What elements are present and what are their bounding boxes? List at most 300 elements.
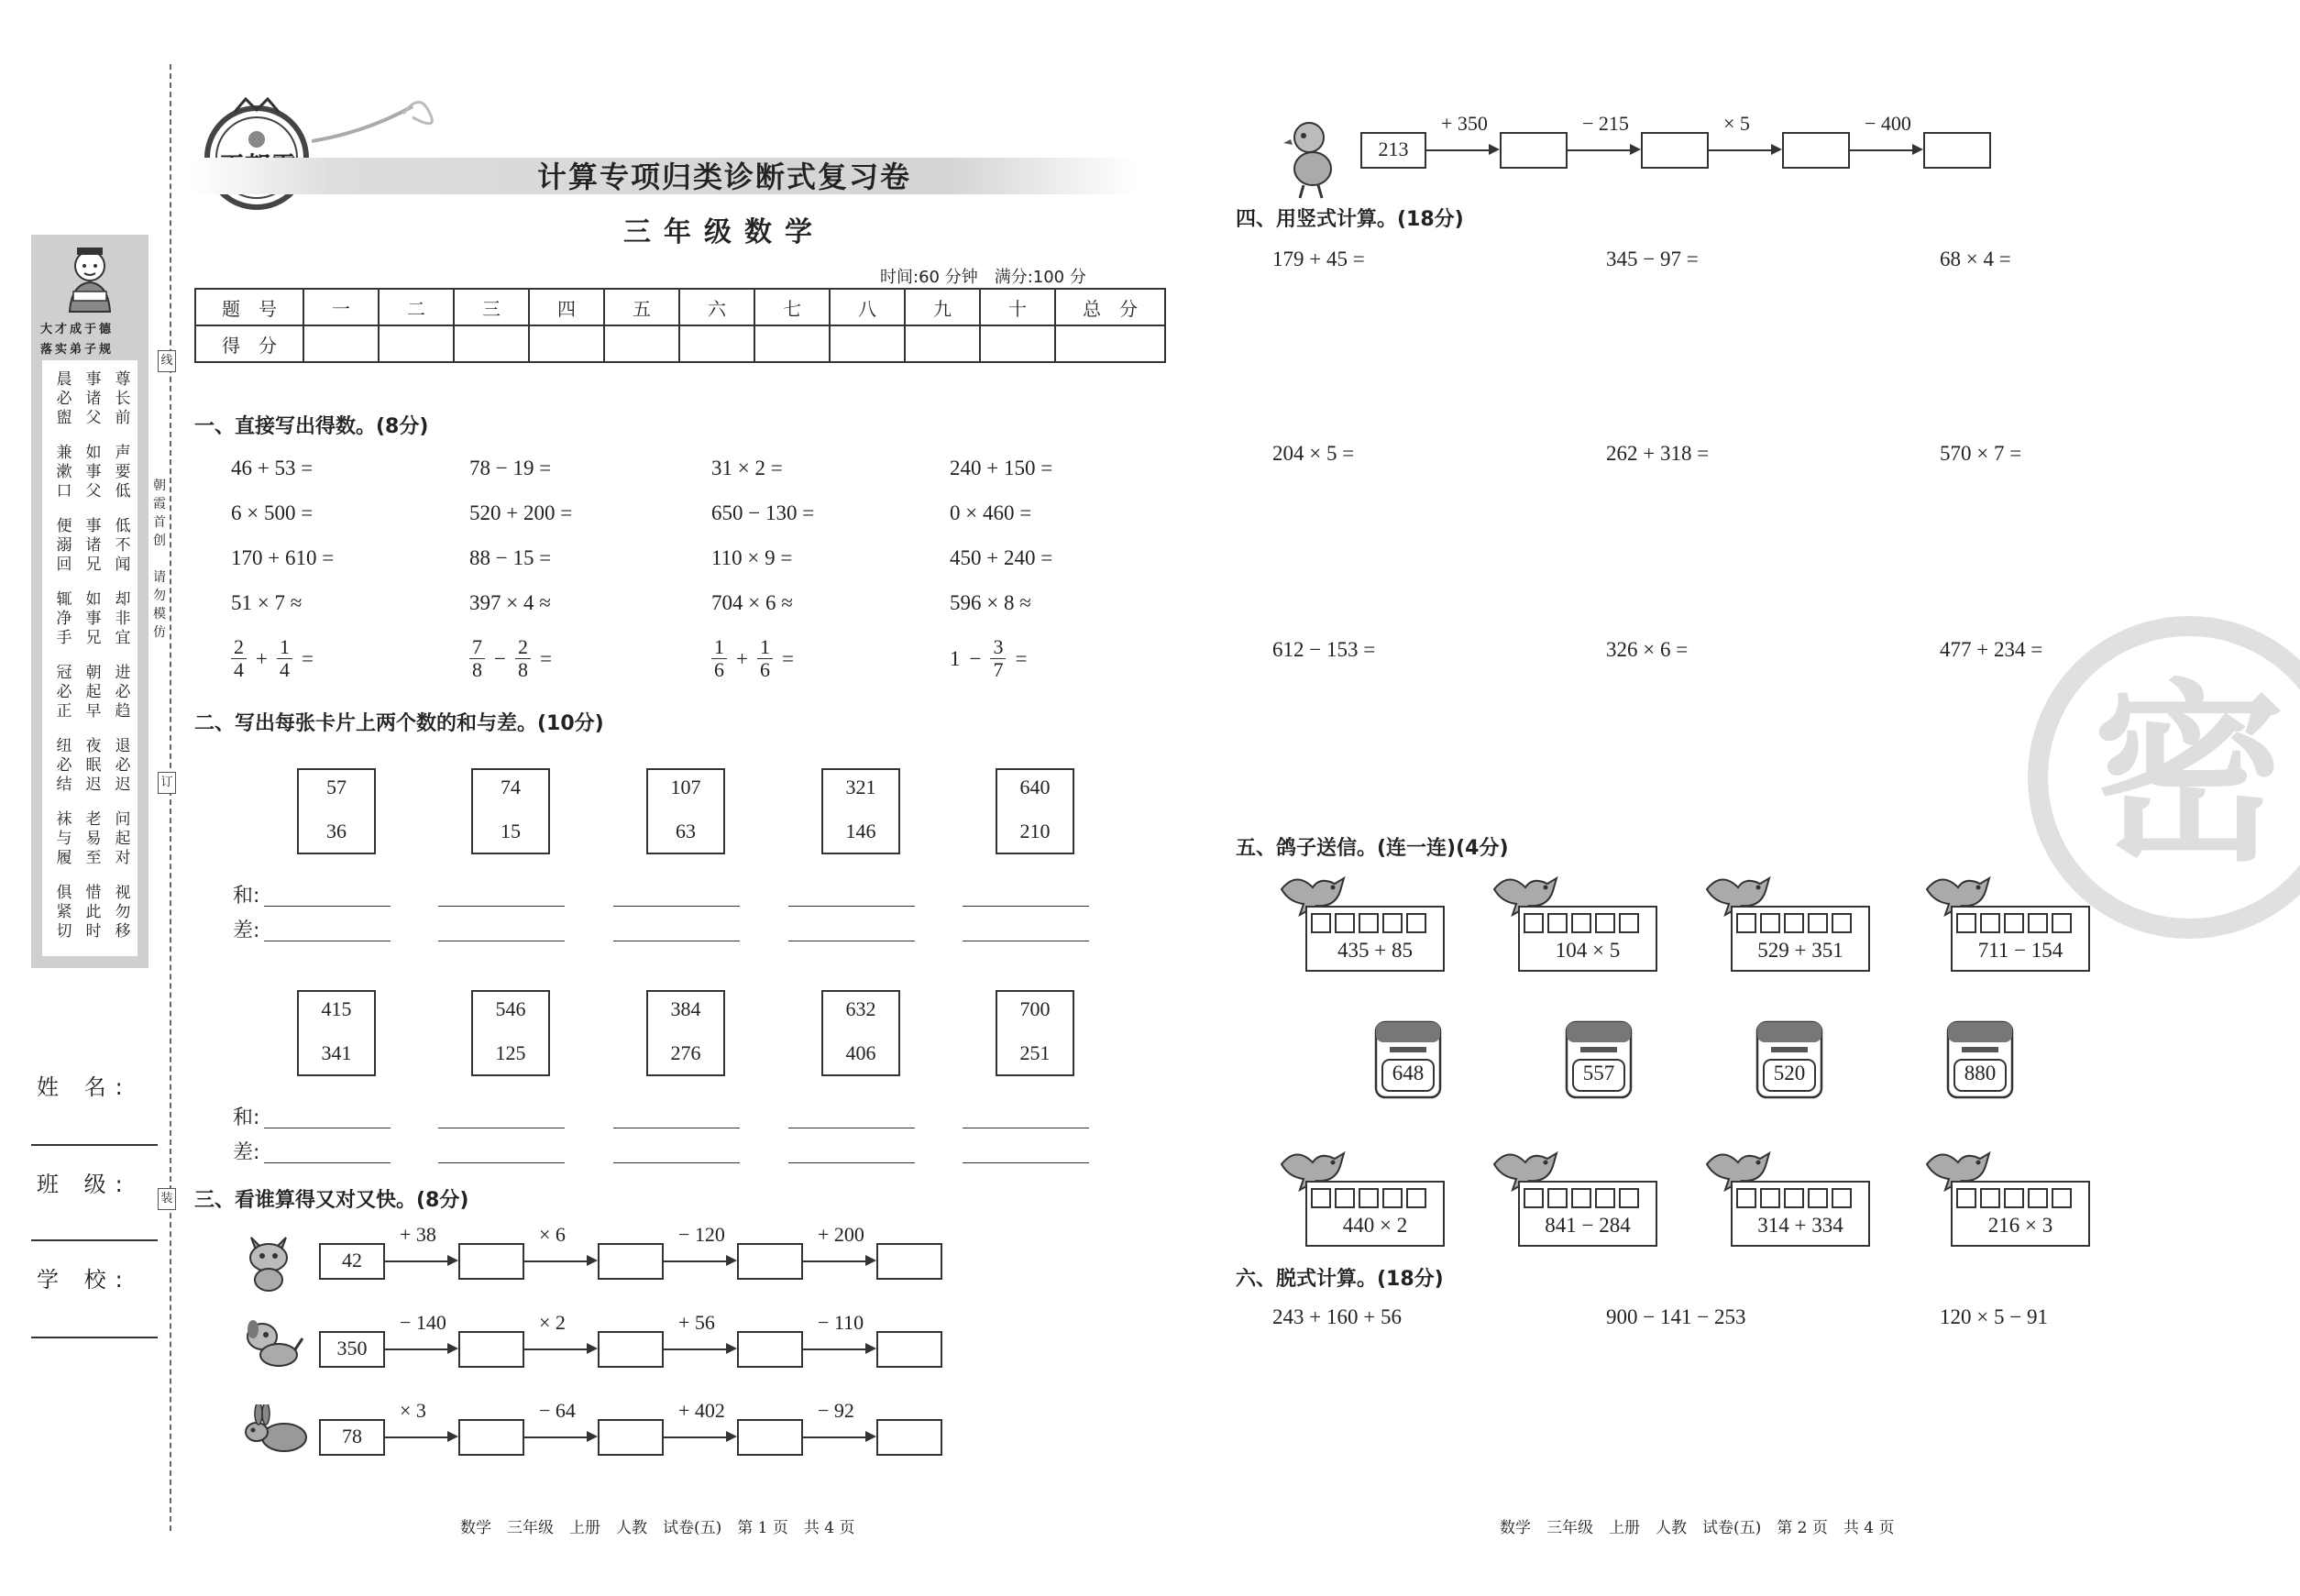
motto-char: 与 (56, 830, 72, 848)
card-number: 384 (670, 997, 701, 1020)
fraction (277, 636, 292, 681)
motto-char: 如 (85, 590, 102, 609)
card-number: 15 (501, 820, 521, 842)
numerator: 2 (231, 636, 247, 659)
oral-equation: 6 × 500 = (231, 501, 314, 524)
score-header-cell: 七 (754, 289, 830, 325)
score-header-cell: 五 (604, 289, 679, 325)
mailbox[interactable] (1945, 1019, 2015, 1100)
oral-equation: 704 × 6 ≈ (711, 591, 793, 614)
sum-answer-line[interactable] (264, 906, 391, 907)
stamp-square (1335, 1188, 1355, 1208)
motto-char: 诸 (85, 390, 102, 408)
card-number: 640 (1019, 776, 1051, 798)
vertical-calc-item: 477 + 234 = (1940, 638, 2043, 661)
chain-answer-box[interactable] (598, 1331, 664, 1368)
letter-envelope[interactable] (1518, 906, 1657, 972)
class-field[interactable] (31, 1239, 158, 1241)
motto-char: 辄 (56, 590, 72, 609)
chain-arrow (1568, 149, 1630, 151)
number-card (821, 990, 900, 1076)
motto-char: 父 (85, 409, 102, 427)
operator: − (969, 646, 982, 670)
score-input-cell[interactable] (830, 325, 905, 362)
fraction-equation (231, 636, 314, 681)
motto-char: 起 (85, 683, 102, 701)
vertical-calc-item: 204 × 5 = (1272, 442, 1355, 465)
motto-char: 退 (115, 737, 131, 755)
motto-line1: 大才成于德 (40, 323, 115, 336)
chain-arrow-head (865, 1431, 876, 1442)
stamp-square (1808, 1188, 1828, 1208)
mailbox-number: 648 (1392, 1062, 1425, 1084)
chain-operation: − 120 (678, 1223, 725, 1246)
chain-arrow-head (865, 1255, 876, 1266)
envelope-expression: 435 + 85 (1337, 939, 1413, 962)
equals-sign: = (301, 646, 314, 670)
chain-answer-box[interactable] (598, 1419, 664, 1456)
oral-equation: 650 − 130 = (711, 501, 815, 524)
motto-char: 前 (115, 409, 131, 427)
score-header-cell: 三 (454, 289, 529, 325)
motto-char: 净 (56, 610, 72, 628)
stamp-square (1832, 913, 1852, 933)
motto-char: 至 (85, 849, 102, 867)
mailbox[interactable] (1564, 1019, 1634, 1100)
number-card (996, 768, 1074, 854)
stamp-square (1571, 1188, 1591, 1208)
motto-char: 必 (56, 756, 72, 775)
chain-arrow-head (587, 1431, 598, 1442)
score-header-cell: 题 号 (195, 289, 303, 325)
denominator: 8 (472, 658, 482, 681)
motto-char: 尊 (115, 370, 131, 389)
duck-icon (1282, 117, 1337, 204)
sum-answer-line[interactable] (963, 906, 1089, 907)
card-number: 321 (845, 776, 876, 798)
motto-char: 必 (115, 756, 131, 775)
stamp-square (1619, 913, 1639, 933)
copyright-text: 朝霞首创 (153, 479, 166, 548)
chain-operation: × 6 (539, 1223, 566, 1246)
diff-label: 差: (233, 919, 260, 942)
stamp-square (1808, 913, 1828, 933)
binding-mark-order: 订 (158, 772, 176, 794)
chain-operation: + 200 (818, 1223, 864, 1246)
exam-title: 计算专项归类诊断式复习卷 (536, 160, 911, 194)
score-input-cell[interactable] (980, 325, 1055, 362)
motto-line2: 落实弟子规 (40, 343, 115, 357)
motto-char: 不 (115, 536, 131, 555)
stamp-square (1359, 1188, 1379, 1208)
denominator: 4 (234, 658, 244, 681)
stamp-square (1406, 913, 1426, 933)
motto-char: 便 (56, 517, 72, 535)
ribbon-decoration (312, 95, 449, 154)
chain-operation: × 5 (1723, 112, 1750, 135)
stamp-square (1595, 913, 1615, 933)
vertical-calc-item: 179 + 45 = (1272, 248, 1365, 270)
oral-equation: 0 × 460 = (950, 501, 1032, 524)
chain-start-box: 213 (1360, 132, 1426, 169)
step-calc-item: 243 + 160 + 56 (1272, 1305, 1402, 1328)
chain-arrow (803, 1348, 865, 1350)
score-input-cell[interactable] (454, 325, 529, 362)
number-card (297, 768, 376, 854)
name-label: 姓 名: (37, 1074, 132, 1100)
card-number: 700 (1019, 997, 1051, 1020)
score-input-cell[interactable] (754, 325, 830, 362)
chain-operation: × 3 (400, 1399, 426, 1422)
motto-char: 紧 (56, 903, 72, 921)
card-number: 415 (321, 997, 352, 1020)
chain-answer-box[interactable] (737, 1243, 803, 1280)
stamp-square (2028, 913, 2048, 933)
denominator: 4 (279, 658, 290, 681)
binding-mark-line: 线 (158, 350, 176, 372)
envelope-expression: 216 × 3 (1987, 1214, 2053, 1237)
seal-character: 密 (2092, 663, 2286, 887)
chain-answer-box[interactable] (1782, 132, 1850, 169)
motto-char: 却 (115, 590, 131, 609)
chain-answer-box[interactable] (458, 1331, 524, 1368)
chain-answer-box[interactable] (458, 1243, 524, 1280)
operator: − (494, 646, 506, 670)
motto-char: 非 (115, 610, 131, 628)
motto-char: 趋 (115, 702, 131, 721)
chain-arrow-head (1912, 144, 1923, 155)
chain-answer-box[interactable] (598, 1243, 664, 1280)
mailbox-number: 520 (1773, 1062, 1806, 1084)
stamp-square (1760, 913, 1780, 933)
chain-answer-box[interactable] (458, 1419, 524, 1456)
motto-char: 事 (85, 517, 102, 535)
motto-char: 口 (56, 482, 72, 501)
footer-page1: 数学 三年级 上册 人教 试卷(五) 第 1 页 共 4 页 (460, 1519, 855, 1537)
number-card (996, 990, 1074, 1076)
motto-char: 俱 (56, 884, 72, 902)
stamp-square (1619, 1188, 1639, 1208)
motto-char: 事 (85, 610, 102, 628)
denominator: 6 (714, 658, 724, 681)
equals-sign: = (781, 646, 794, 670)
step-calc-item: 120 × 5 − 91 (1940, 1305, 2048, 1328)
chain-operation: + 402 (678, 1399, 725, 1422)
numerator: 1 (757, 636, 773, 659)
diff-label: 差: (233, 1141, 260, 1164)
fraction (515, 636, 531, 681)
fraction-equation (469, 636, 552, 681)
motto-char: 兄 (85, 556, 102, 574)
motto-char: 夜 (85, 737, 102, 755)
chain-arrow (803, 1436, 865, 1438)
oral-equation: 520 + 200 = (469, 501, 573, 524)
chain-arrow (385, 1348, 447, 1350)
motto-char: 早 (85, 702, 102, 721)
chain-arrow (524, 1260, 587, 1262)
stamp-square (1980, 1188, 2000, 1208)
card-number: 63 (676, 820, 696, 842)
oral-equation: 170 + 610 = (231, 546, 335, 569)
mailbox[interactable] (1755, 1019, 1824, 1100)
motto-char: 父 (85, 482, 102, 501)
chain-answer-box[interactable] (1923, 132, 1991, 169)
equals-sign: = (1015, 646, 1028, 670)
oral-equation: 240 + 150 = (950, 457, 1053, 479)
vertical-calc-item: 570 × 7 = (1940, 442, 2022, 465)
stamp-square (2004, 913, 2024, 933)
card-number: 36 (326, 820, 347, 842)
sum-answer-line[interactable] (613, 906, 740, 907)
stamp-square (1595, 1188, 1615, 1208)
chain-answer-box[interactable] (737, 1419, 803, 1456)
diff-answer-line[interactable] (438, 1162, 565, 1163)
stamp-square (1382, 1188, 1403, 1208)
motto-char: 起 (115, 830, 131, 848)
motto-char: 移 (115, 922, 131, 941)
number-card (646, 990, 725, 1076)
motto-char: 迟 (85, 776, 102, 794)
letter-envelope[interactable] (1305, 1181, 1445, 1247)
chain-arrow (385, 1260, 447, 1262)
stamp-square (1784, 1188, 1804, 1208)
sum-label: 和: (233, 1106, 260, 1129)
sum-answer-line[interactable] (788, 906, 915, 907)
chain-answer-box[interactable] (876, 1243, 942, 1280)
oral-equation: 110 × 9 = (711, 546, 793, 569)
chain-start-box: 350 (319, 1331, 385, 1368)
chain-arrow-head (1489, 144, 1500, 155)
chain-answer-box[interactable] (737, 1331, 803, 1368)
envelope-expression: 529 + 351 (1757, 939, 1843, 962)
stamp-square (1359, 913, 1379, 933)
diff-answer-line[interactable] (613, 1162, 740, 1163)
letter-envelope[interactable] (1518, 1181, 1657, 1247)
stamp-square (1956, 1188, 1976, 1208)
motto-char: 纽 (56, 737, 72, 755)
vertical-calc-item: 345 − 97 = (1606, 248, 1699, 270)
vertical-calc-item: 68 × 4 = (1940, 248, 2011, 270)
motto-char: 低 (115, 482, 131, 501)
stamp-square (1760, 1188, 1780, 1208)
chain-operation: + 38 (400, 1223, 436, 1246)
operator: + (256, 646, 268, 670)
dog-icon (240, 1316, 304, 1377)
chain-arrow-head (447, 1343, 458, 1354)
section4-title: 四、用竖式计算。(18分) (1236, 208, 1464, 231)
chain-answer-box[interactable] (876, 1331, 942, 1368)
stamp-square (1980, 913, 2000, 933)
numerator: 7 (469, 636, 485, 659)
chain-arrow-head (447, 1255, 458, 1266)
score-input-cell[interactable] (905, 325, 980, 362)
card-number: 74 (501, 776, 521, 798)
chain-start-box: 42 (319, 1243, 385, 1280)
stamp-square (1335, 913, 1355, 933)
score-input-cell[interactable] (604, 325, 679, 362)
vertical-calc-item: 612 − 153 = (1272, 638, 1376, 661)
card-number: 251 (1019, 1041, 1051, 1064)
letter-envelope[interactable] (1951, 906, 2090, 972)
motto-char: 迟 (115, 776, 131, 794)
binding-dashed-line (170, 64, 171, 1531)
denominator: 7 (993, 658, 1004, 681)
motto-char: 问 (115, 810, 131, 829)
stamp-square (2052, 913, 2072, 933)
chain-start-box: 78 (319, 1419, 385, 1456)
stamp-square (1311, 1188, 1331, 1208)
letter-envelope[interactable] (1731, 1181, 1870, 1247)
fraction-equation (950, 636, 1027, 681)
score-input-cell[interactable] (679, 325, 754, 362)
oral-equation: 88 − 15 = (469, 546, 552, 569)
card-number: 146 (845, 820, 876, 842)
chain-arrow (664, 1436, 726, 1438)
stamp-square (1784, 913, 1804, 933)
motto-char: 时 (85, 922, 102, 941)
motto-char: 履 (56, 849, 72, 867)
number-card (471, 990, 550, 1076)
motto-char: 要 (115, 463, 131, 481)
number-card (297, 990, 376, 1076)
motto-char: 溺 (56, 536, 72, 555)
chain-arrow-head (1630, 144, 1641, 155)
number-card (821, 768, 900, 854)
chain-operation: + 56 (678, 1311, 715, 1334)
motto-char: 结 (56, 776, 72, 794)
chain-arrow-head (726, 1255, 737, 1266)
envelope-expression: 841 − 284 (1545, 1214, 1631, 1237)
oral-equation: 450 + 240 = (950, 546, 1053, 569)
mailbox[interactable] (1373, 1019, 1443, 1100)
score-input-cell[interactable] (303, 325, 379, 362)
chain-answer-box[interactable] (1641, 132, 1709, 169)
stamp-square (1571, 913, 1591, 933)
sum-answer-line[interactable] (438, 906, 565, 907)
motto-char: 必 (56, 390, 72, 408)
motto-char: 兼 (56, 444, 72, 462)
equals-sign: = (539, 646, 552, 670)
name-field[interactable] (31, 1144, 158, 1146)
motto-char: 老 (85, 810, 102, 829)
section3-title: 三、看谁算得又对又快。(8分) (194, 1189, 469, 1212)
chain-answer-box[interactable] (1500, 132, 1568, 169)
chain-arrow-head (1771, 144, 1782, 155)
chain-arrow (1709, 149, 1771, 151)
oral-equation: 51 × 7 ≈ (231, 591, 303, 614)
chain-operation: − 215 (1582, 112, 1629, 135)
score-input-cell[interactable] (379, 325, 454, 362)
footer-page2: 数学 三年级 上册 人教 试卷(五) 第 2 页 共 4 页 (1500, 1519, 1895, 1537)
letter-envelope[interactable] (1731, 906, 1870, 972)
fraction (469, 636, 485, 681)
motto-char: 惜 (85, 884, 102, 902)
binding-mark-bind: 装 (158, 1188, 176, 1210)
whole-number: 1 (950, 646, 961, 670)
motto-char: 手 (56, 629, 72, 647)
chain-operation: − 92 (818, 1399, 854, 1422)
numerator: 1 (277, 636, 292, 659)
motto-char: 宜 (115, 629, 131, 647)
number-card (646, 768, 725, 854)
chain-operation: − 140 (400, 1311, 446, 1334)
motto-char: 切 (56, 922, 72, 941)
school-label: 学 校: (37, 1267, 132, 1293)
chain-operation: − 110 (818, 1311, 864, 1334)
diff-answer-line[interactable] (788, 1162, 915, 1163)
motto-char: 声 (115, 444, 131, 462)
score-header-cell: 十 (980, 289, 1055, 325)
motto-char: 进 (115, 664, 131, 682)
score-header-cell: 八 (830, 289, 905, 325)
stamp-square (1832, 1188, 1852, 1208)
letter-envelope[interactable] (1951, 1181, 2090, 1247)
chain-answer-box[interactable] (876, 1419, 942, 1456)
chain-arrow (1426, 149, 1489, 151)
section5-title: 五、鸽子送信。(连一连)(4分) (1236, 837, 1509, 860)
envelope-expression: 711 − 154 (1977, 939, 2063, 962)
stamp-square (1311, 913, 1331, 933)
motto-char: 长 (115, 390, 131, 408)
score-header-cell: 九 (905, 289, 980, 325)
diff-answer-line[interactable] (264, 1162, 391, 1163)
motto-char: 冠 (56, 664, 72, 682)
motto-char: 勿 (115, 903, 131, 921)
fraction (990, 636, 1006, 681)
class-label: 班 级: (37, 1172, 132, 1197)
denominator: 6 (759, 658, 770, 681)
fraction-equation (711, 636, 794, 681)
score-table (194, 288, 1166, 363)
chain-arrow-head (587, 1343, 598, 1354)
envelope-expression: 314 + 334 (1757, 1214, 1843, 1237)
stamp-square (1524, 1188, 1544, 1208)
score-input-cell[interactable] (529, 325, 604, 362)
stamp-square (2052, 1188, 2072, 1208)
chain-arrow-head (726, 1431, 737, 1442)
chain-arrow (524, 1436, 587, 1438)
step-calc-item: 900 − 141 − 253 (1606, 1305, 1746, 1328)
exam-time-info: 时间:60 分钟 满分:100 分 (880, 268, 1086, 287)
motto-char: 必 (115, 683, 131, 701)
chain-arrow-head (447, 1431, 458, 1442)
score-input-cell[interactable] (1055, 325, 1165, 362)
stamp-square (2028, 1188, 2048, 1208)
denominator: 8 (517, 658, 528, 681)
chain-arrow-head (865, 1343, 876, 1354)
numerator: 2 (515, 636, 531, 659)
score-header-cell: 一 (303, 289, 379, 325)
stamp-square (1524, 913, 1544, 933)
envelope-expression: 440 × 2 (1342, 1214, 1408, 1237)
vertical-calc-item: 326 × 6 = (1606, 638, 1689, 661)
chain-operation: × 2 (539, 1311, 566, 1334)
chain-arrow (664, 1348, 726, 1350)
motto-char: 漱 (56, 463, 72, 481)
card-number: 210 (1019, 820, 1051, 842)
diff-answer-line[interactable] (963, 1162, 1089, 1163)
card-number: 125 (495, 1041, 526, 1064)
school-field[interactable] (31, 1337, 158, 1338)
vertical-calc-item: 262 + 318 = (1606, 442, 1710, 465)
operator: + (736, 646, 748, 670)
sum-label: 和: (233, 885, 260, 908)
fraction (757, 636, 773, 681)
chain-arrow (664, 1260, 726, 1262)
motto-char: 如 (85, 444, 102, 462)
oral-equation: 596 × 8 ≈ (950, 591, 1031, 614)
letter-envelope[interactable] (1305, 906, 1445, 972)
